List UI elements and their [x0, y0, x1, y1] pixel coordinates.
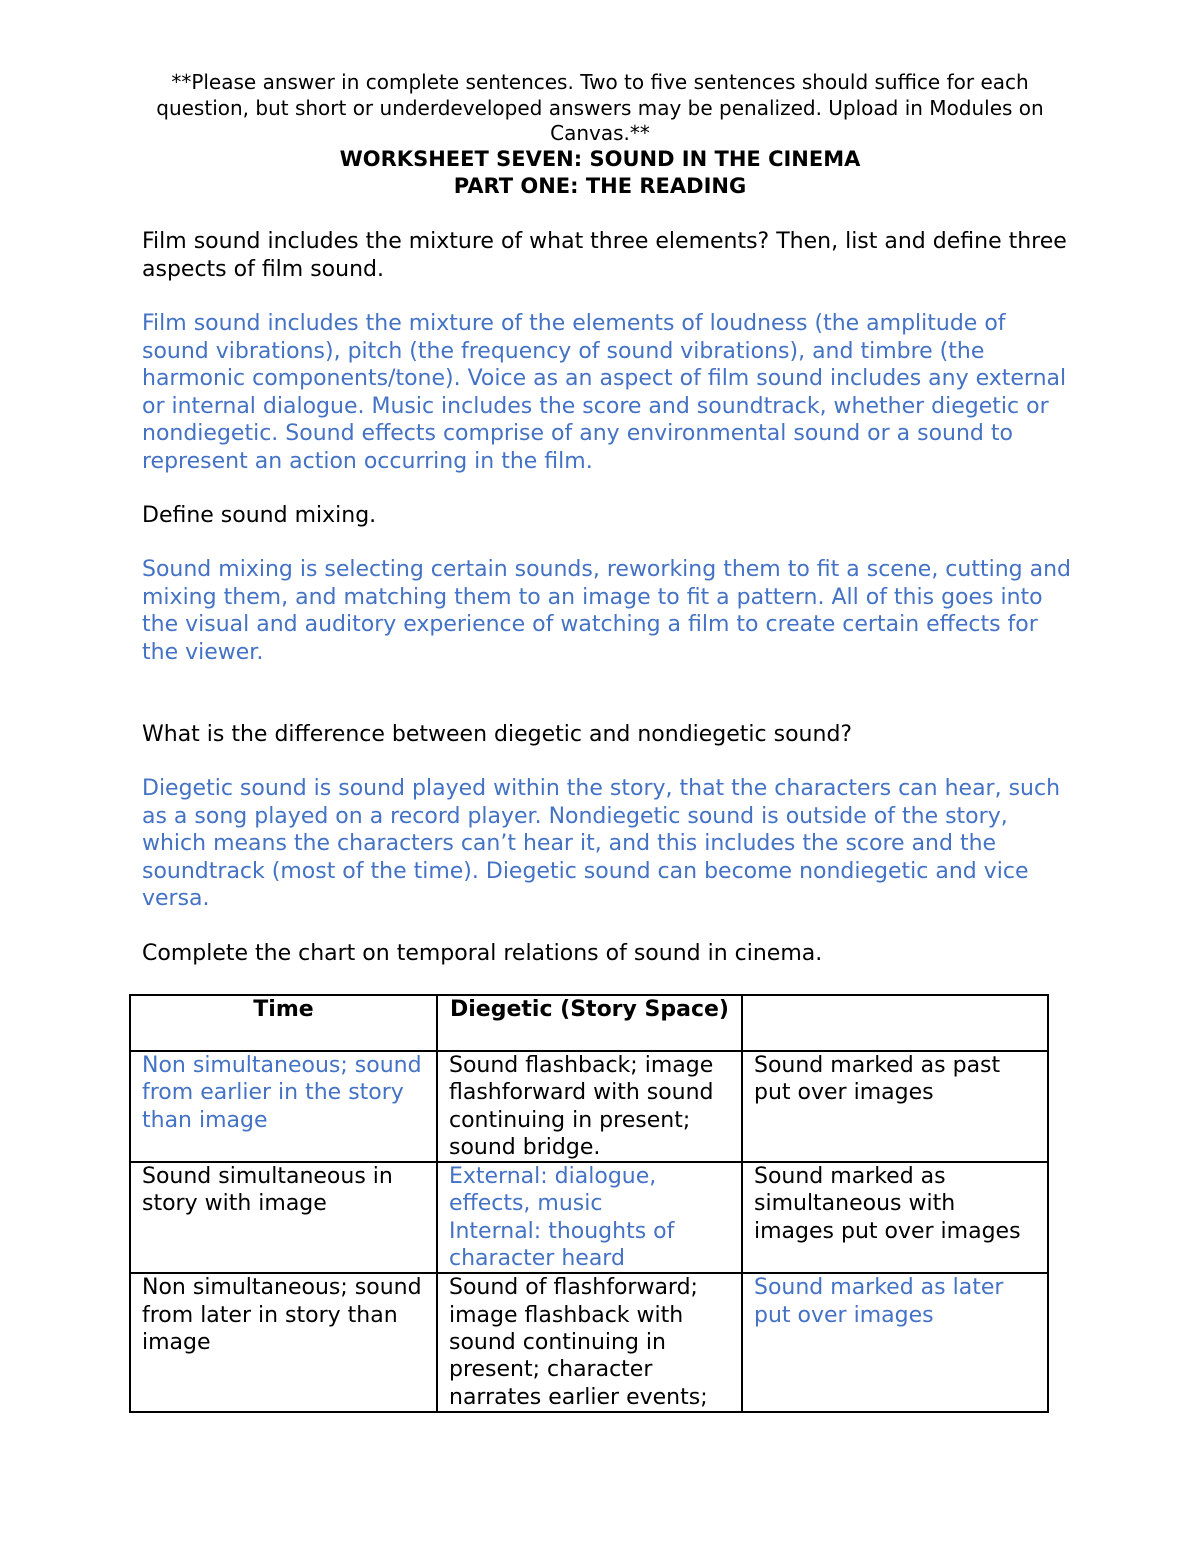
table-cell: Sound marked as later put over images [742, 1273, 1048, 1411]
header-empty [742, 995, 1048, 1051]
table-cell: Sound simultaneous in story with image [130, 1162, 437, 1273]
header-time: Time [130, 995, 437, 1051]
table-cell: Sound of flashforward; image flashback with sound continuing in present; character narrates earlier events; [437, 1273, 742, 1411]
table-cell: Sound marked as simultaneous with images put over images [742, 1162, 1048, 1273]
cell-line-external: External: dialogue, effects, music [449, 1164, 657, 1217]
part-title: PART ONE: THE READING [453, 174, 747, 198]
answer-2: Sound mixing is selecting certain sounds, reworking them to fit a scene, cutting and mixing them, and matching them to an image to fit a pattern. All of this goes into the visual and auditory experience of watching a film to create certain effects for the viewer. [142, 557, 1072, 665]
worksheet-title: WORKSHEET SEVEN: SOUND IN THE CINEMA [339, 147, 861, 171]
question-2: Define sound mixing. [142, 503, 377, 528]
answer-1: Film sound includes the mixture of the elements of loudness (the amplitude of sound vibrations), pitch (the frequency of sound vibrations), and timbre (the harmonic components/tone). Voice as an aspect of film sound includes any external or internal dialogue. Music includes the score and soundtrack, whether diegetic or nondiegetic. Sound effects comprise of any environmental sound or a sound to represent an action occurring in the film. [142, 311, 1067, 474]
header-diegetic: Diegetic (Story Space) [437, 995, 742, 1051]
table-cell: Non simultaneous; sound from later in story than image [130, 1273, 437, 1411]
instructions-text: **Please answer in complete sentences. Two to five sentences should suffice for each question, but short or underdeveloped answers may be penalized. Upload in Modules on Canvas.** [156, 70, 1044, 145]
table-header-row [130, 995, 1048, 1051]
temporal-relations-table [129, 994, 1049, 1413]
table-cell: Non simultaneous; sound from earlier in the story than image [130, 1051, 437, 1162]
cell-line-internal: Internal: thoughts of character heard [449, 1218, 675, 1272]
question-3: What is the difference between diegetic and nondiegetic sound? [142, 722, 853, 747]
table-cell [437, 1162, 742, 1273]
table-row [130, 1162, 1048, 1273]
question-4: Complete the chart on temporal relations of sound in cinema. [142, 941, 823, 966]
table-row [130, 1051, 1048, 1162]
table-cell: Sound marked as past put over images [742, 1051, 1048, 1162]
question-1: Film sound includes the mixture of what three elements? Then, list and define three aspects of film sound. [142, 229, 1067, 282]
answer-3: Diegetic sound is sound played within the story, that the characters can hear, such as a song played on a record player. Nondiegetic sound is outside of the story, which means the characters can’t hear it, and this includes the score and the soundtrack (most of the time). Diegetic sound can become nondiegetic and vice versa. [142, 776, 1061, 911]
table-cell: Sound flashback; image flashforward with sound continuing in present; sound bridge. [437, 1051, 742, 1162]
table-row [130, 1273, 1048, 1411]
